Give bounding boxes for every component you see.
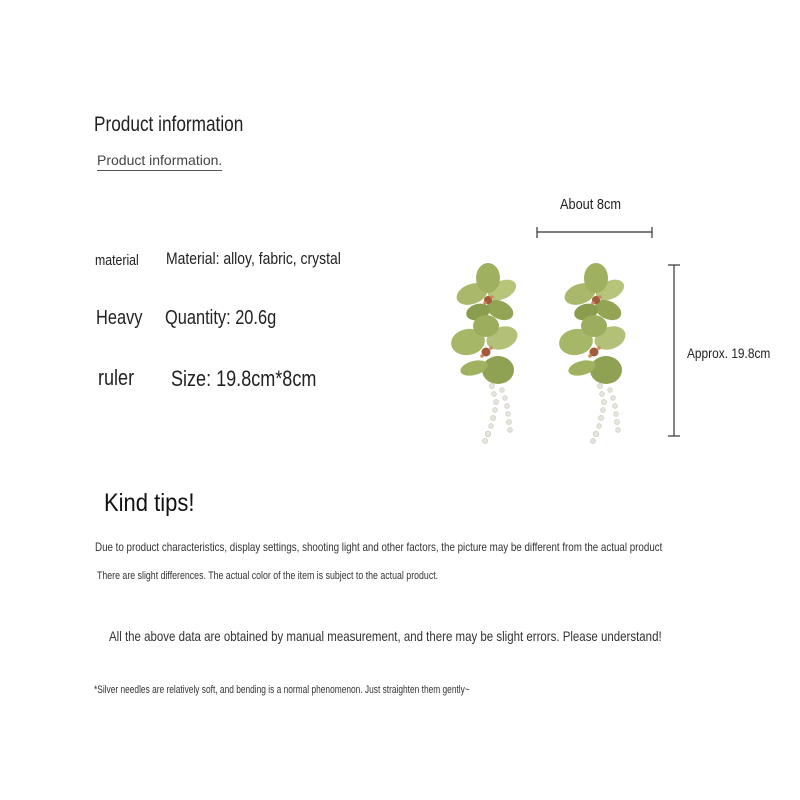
section-subtitle: Product information. [97,152,222,171]
height-ruler [668,265,680,436]
tip-silver-needles: *Silver needles are relatively soft, and bending is a normal phenomenon. Just straighten them gently~ [94,684,470,696]
tip-color-difference: Due to product characteristics, display settings, shooting light and other factors, the picture may be different from the actual product [95,540,663,554]
width-dimension-label: About 8cm [560,196,621,213]
weight-label: Heavy [96,307,143,329]
earring-left [449,263,521,444]
width-ruler [537,227,652,238]
height-dimension-label: Approx. 19.8cm [687,345,771,361]
material-value: Material: alloy, fabric, crystal [166,249,341,268]
section-title: Product information [94,113,244,136]
kind-tips-heading: Kind tips! [104,489,195,517]
product-image [430,220,690,460]
size-label: ruler [98,365,135,390]
material-label: material [95,252,139,269]
weight-value: Quantity: 20.6g [165,307,277,329]
size-value: Size: 19.8cm*8cm [171,366,317,391]
tip-manual-measurement: All the above data are obtained by manual measurement, and there may be slight errors. Please understand! [109,628,662,644]
tip-actual-color: There are slight differences. The actual color of the item is subject to the actual product. [97,570,439,582]
earring-right [557,263,629,444]
